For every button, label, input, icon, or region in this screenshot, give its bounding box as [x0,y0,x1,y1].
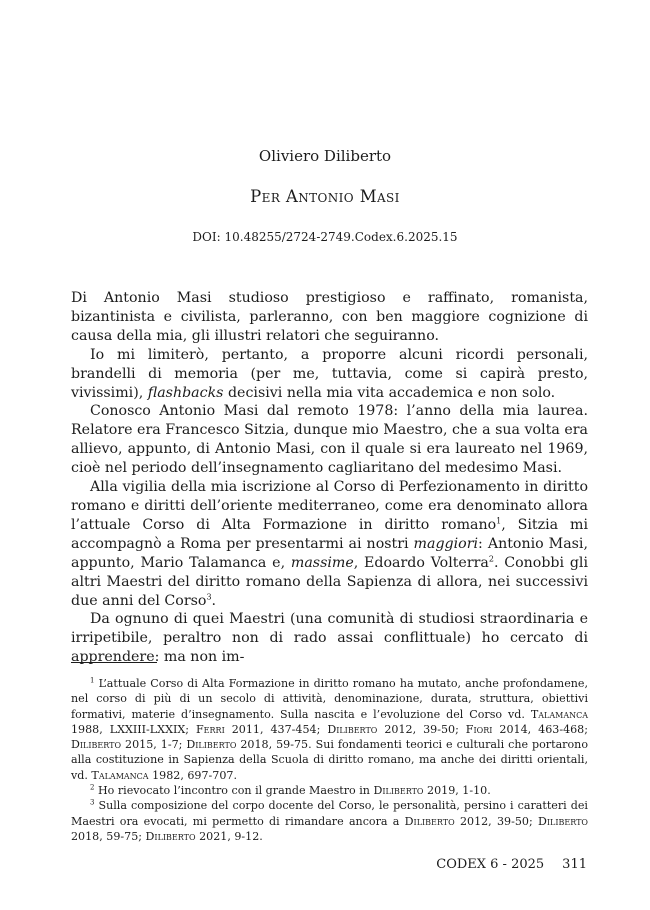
paragraph-3: Conosco Antonio Masi dal remoto 1978: l’anno della mia laurea. Relatore era Francesco Sitzia, dunque mio Maestro, che a sua volta era allievo, appunto, di Antonio Masi, con il quale si era laureato nel 1969, cioè nel periodo dell’insegnamento cagliaritano del medesimo Masi. [71,403,588,477]
footnote-ref-1[interactable]: 1 [496,516,502,526]
footnote-separator [71,662,157,663]
paragraph-4: Alla vigilia della mia iscrizione al Corso di Perfezionamento in diritto romano e diritti dell’oriente mediterraneo, come era denominato allora l’attuale Corso di Alta Formazione in diritto romano$^1$, Sitzia mi accompagnò a Roma per presentarmi ai nostri maggiori: Antonio Masi, appunto, Mario Talamanca e, massime, Edoardo Volterra$^2$. Conobbi gli altri Maestri del diritto romano della Sapienza di allora, nei successivi due anni del Corso$^3$. [71,479,588,609]
paragraph-2: Io mi limiterò, pertanto, a proporre alcuni ricordi personali, brandelli di memoria (per me, tuttavia, come si capirà presto, vivissimi), flashbacks decisivi nella mia vita accademica e non solo. [71,346,588,401]
footnotes [71,676,588,844]
footnote-2: $^2$ Ho rievocato l’incontro con il grande Maestro in Diliberto 2019, 1-10. [90,783,491,798]
footnote-ref-2[interactable]: 2 [488,553,494,563]
journal-issue: CODEX 6 - 2025 [436,857,545,872]
emphasis-maggiori: maggiori [413,535,479,552]
page-number: 311 [562,857,587,872]
emphasis-massime: massime [290,554,354,571]
article-title: Per Antonio Masi [250,187,400,206]
paragraph-5: Da ognuno di quei Maestri (una comunità di studiosi straordinaria e irripetibile, peraltro non di rado assai conflittuale) ho cercato di apprendere: ma non im- [71,611,588,666]
page-footer [436,857,587,872]
footnote-ref-3[interactable]: 3 [206,591,212,601]
author-name: Oliviero Diliberto [258,147,392,165]
article-body [71,289,588,667]
emphasis-flashbacks: flashbacks [147,384,224,401]
doi: DOI: 10.48255/2724-2749.Codex.6.2025.15 [192,230,458,244]
footnote-3: $^3$ Sulla composizione del corpo docente del Corso, le personalità, persino i caratteri dei Maestri ora evocati, mi permetto di rimandare ancora a Diliberto 2012, 39-50; Diliberto 2018, 59-75; Diliberto 2021, 9-12. [71,798,588,843]
footnote-1: $^1$ L’attuale Corso di Alta Formazione in diritto romano ha mutato, anche profondamene, nel corso di più di un secolo di attività, denominazione, durata, struttura, obiettivi formativi, materie d’insegnamento. Sulla nascita e l’evoluzione del Corso vd. Talamanca 1988, LXXIII-LXXIX; Ferri 2011, 437-454; Diliberto 2012, 39-50; Fiori 2014, 463-468; Diliberto 2015, 1-7; Diliberto 2018, 59-75. Sui fondamenti teorici e culturali che portarono alla costituzione in Sapienza della Scuola di diritto romano, ma anche dei diritti orientali, vd. Talamanca 1982, 697-707. [71,676,588,782]
paragraph-1: Di Antonio Masi studioso prestigioso e raffinato, romanista, bizantinista e civilista, parleranno, con ben maggiore cognizione di causa della mia, gli illustri relatori che seguiranno. [71,290,588,344]
